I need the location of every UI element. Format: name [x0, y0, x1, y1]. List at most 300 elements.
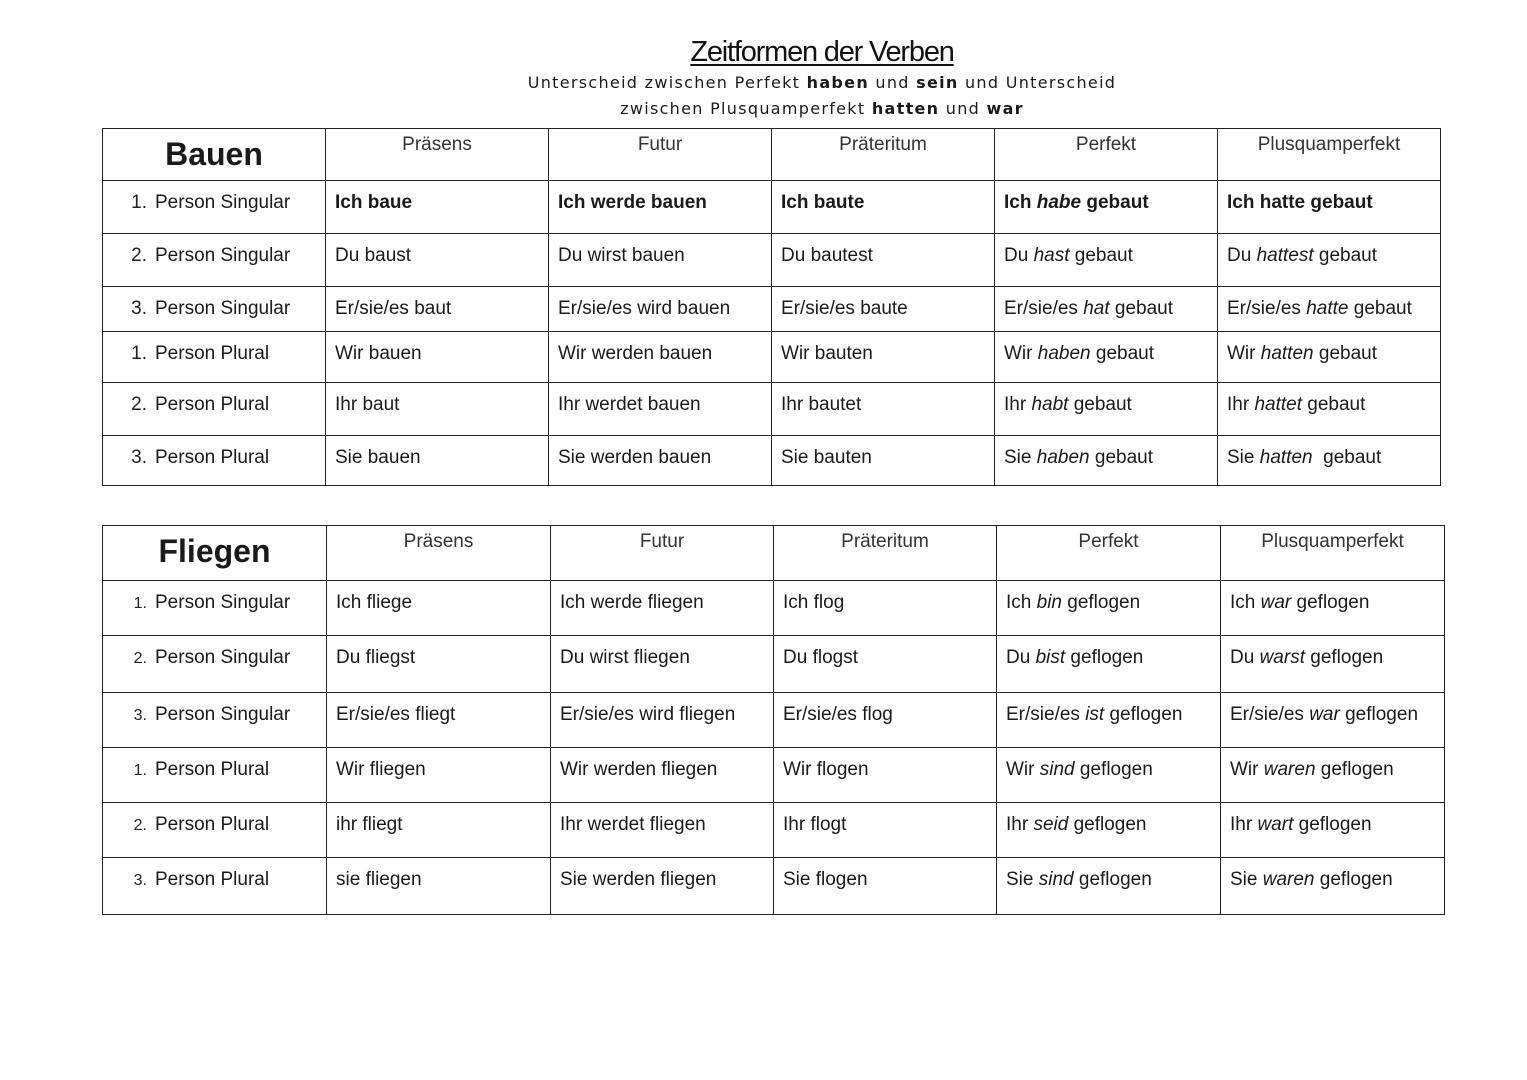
conjugation-form	[774, 636, 996, 669]
conjugation-form	[551, 581, 773, 614]
conjugation-cell	[1221, 693, 1445, 748]
conjugation-form	[997, 581, 1220, 614]
person-label	[103, 436, 325, 469]
form-part: Er/sie/es	[1006, 704, 1086, 725]
conjugation-form	[772, 332, 994, 365]
conjugation-cell	[1221, 748, 1445, 803]
conjugation-cell	[997, 858, 1221, 915]
form-part: Du fliegst	[336, 647, 416, 668]
form-part: Ich werde bauen	[558, 192, 707, 213]
list-number: 3.	[131, 298, 147, 319]
conjugation-form	[327, 581, 550, 614]
conjugation-form	[1221, 803, 1444, 836]
conjugation-form	[774, 581, 996, 614]
conjugation-cell	[326, 436, 549, 486]
person-label-cell	[103, 181, 326, 234]
conjugation-form	[551, 803, 773, 836]
person-label-cell	[103, 858, 327, 915]
form-part: Ich fliege	[336, 592, 413, 613]
list-number: 1.	[133, 762, 147, 779]
form-part: gebaut	[1302, 394, 1366, 415]
conjugation-cell	[772, 332, 995, 383]
auxiliary-verb: war	[1309, 704, 1340, 725]
form-part: Ihr	[1227, 394, 1255, 415]
auxiliary-verb: bin	[1036, 592, 1062, 613]
conjugation-cell	[1218, 332, 1441, 383]
conjugation-form	[551, 858, 773, 891]
conjugation-form	[1218, 181, 1440, 214]
column-header-cell	[1218, 129, 1441, 181]
form-part: gebaut	[1313, 343, 1377, 364]
form-part: Ihr werdet fliegen	[560, 814, 706, 835]
conjugation-form	[327, 858, 550, 891]
conjugation-form	[327, 636, 550, 669]
person-label-cell	[103, 436, 326, 486]
conjugation-form	[995, 181, 1217, 214]
form-part: geflogen	[1061, 592, 1141, 613]
form-part: Du flogst	[783, 647, 858, 668]
conjugation-form	[1221, 636, 1444, 669]
form-part: gebaut	[1109, 298, 1174, 319]
table-row	[103, 748, 1445, 803]
conjugation-cell	[995, 436, 1218, 486]
conjugation-form	[549, 436, 771, 469]
conjugation-form	[326, 332, 548, 365]
form-part: gebaut	[1312, 447, 1382, 468]
conjugation-form	[995, 436, 1217, 469]
form-part: geflogen	[1068, 814, 1147, 835]
form-part: Du	[1230, 647, 1260, 668]
auxiliary-verb: haben	[1037, 343, 1091, 364]
form-part: Ihr werdet bauen	[558, 394, 701, 415]
conjugation-cell	[1218, 181, 1441, 234]
conjugation-form	[326, 234, 548, 267]
conjugation-cell	[551, 636, 774, 693]
form-part: geflogen	[1293, 814, 1372, 835]
conjugation-form	[774, 748, 996, 781]
person-label-text: Person Singular	[155, 298, 291, 319]
form-part: Er/sie/es	[1230, 704, 1310, 725]
column-header-cell	[995, 129, 1218, 181]
form-part: gebaut	[1313, 245, 1378, 266]
form-part: Er/sie/es fliegt	[336, 704, 456, 725]
conjugation-cell	[774, 693, 997, 748]
conjugation-cell	[327, 693, 551, 748]
form-part: Sie flogen	[783, 869, 868, 890]
form-part: Sie bauten	[781, 447, 872, 468]
auxiliary-verb: waren	[1263, 759, 1316, 780]
conjugation-form	[326, 287, 548, 320]
conjugation-form	[772, 287, 994, 320]
column-header: Plusquamperfekt	[1257, 134, 1401, 155]
form-part: Er/sie/es wird bauen	[558, 298, 731, 319]
conjugation-cell	[774, 748, 997, 803]
form-part: ihr fliegt	[336, 814, 403, 835]
conjugation-cell	[997, 693, 1221, 748]
form-part: Ihr	[1006, 814, 1034, 835]
conjugation-cell	[997, 803, 1221, 858]
list-number: 3.	[133, 872, 147, 889]
conjugation-cell	[995, 287, 1218, 332]
table-row	[103, 181, 1441, 234]
form-part: Du wirst bauen	[558, 245, 685, 266]
form-part: Er/sie/es flog	[783, 704, 893, 725]
form-part: Ihr	[1230, 814, 1258, 835]
form-part: gebaut	[1081, 192, 1149, 213]
page-header	[0, 34, 1527, 122]
column-header: Präsens	[403, 531, 474, 552]
person-label-cell	[103, 332, 326, 383]
person-label	[103, 332, 325, 365]
person-label	[103, 636, 326, 670]
conjugation-form	[774, 858, 996, 891]
form-part: Sie bauen	[335, 447, 421, 468]
conjugation-form	[327, 693, 550, 726]
form-part: Sie	[1004, 447, 1037, 468]
conjugation-form	[995, 383, 1217, 416]
table-row	[103, 436, 1441, 486]
conjugation-form	[1221, 858, 1444, 891]
auxiliary-verb: warst	[1259, 647, 1305, 668]
form-part: gebaut	[1348, 298, 1412, 319]
conjugation-form	[549, 181, 771, 214]
list-number: 1.	[131, 192, 147, 213]
table-row	[103, 803, 1445, 858]
conjugation-cell	[327, 636, 551, 693]
list-number: 2.	[131, 245, 147, 266]
form-part: Wir	[1006, 759, 1040, 780]
table-row	[103, 332, 1441, 383]
form-part: Du	[1227, 245, 1257, 266]
table-row	[103, 287, 1441, 332]
auxiliary-verb: hatte	[1306, 298, 1349, 319]
person-label-text: Person Plural	[155, 759, 270, 780]
conjugation-form	[772, 181, 994, 214]
list-number: 1.	[131, 343, 147, 364]
person-label	[103, 181, 325, 214]
table-row	[103, 581, 1445, 636]
conjugation-cell	[1221, 803, 1445, 858]
conjugation-form	[772, 234, 994, 267]
conjugation-form	[1221, 748, 1444, 781]
conjugation-form	[1218, 383, 1440, 416]
auxiliary-verb: war	[1260, 592, 1292, 613]
form-part: sie fliegen	[336, 869, 422, 890]
conjugation-cell	[1221, 858, 1445, 915]
column-header: Perfekt	[1078, 531, 1139, 552]
auxiliary-verb: habt	[1031, 394, 1069, 415]
person-label-cell	[103, 383, 326, 436]
form-part: geflogen	[1339, 704, 1419, 725]
column-header: Futur	[639, 531, 685, 552]
person-label	[103, 748, 326, 782]
form-part: Wir werden fliegen	[560, 759, 718, 780]
person-label-cell	[103, 636, 327, 693]
conjugation-cell	[774, 803, 997, 858]
conjugation-form	[997, 858, 1220, 891]
form-part: geflogen	[1104, 704, 1183, 725]
column-header: Präteritum	[839, 134, 927, 155]
conjugation-cell	[549, 287, 772, 332]
form-part: Ich hatte gebaut	[1227, 192, 1373, 213]
conjugation-cell	[772, 436, 995, 486]
form-part: Wir bauen	[335, 343, 422, 364]
conjugation-table-bauen	[102, 128, 1441, 486]
auxiliary-verb: hatten	[1260, 343, 1314, 364]
form-part: geflogen	[1291, 592, 1370, 613]
conjugation-cell	[549, 181, 772, 234]
conjugation-cell	[551, 858, 774, 915]
table-row	[103, 693, 1445, 748]
form-part: Du bautest	[781, 245, 873, 266]
column-header-cell	[327, 526, 551, 581]
conjugation-form	[326, 181, 548, 214]
person-label-cell	[103, 581, 327, 636]
list-number: 2.	[133, 650, 147, 667]
conjugation-cell	[326, 383, 549, 436]
conjugation-cell	[326, 234, 549, 287]
conjugation-form	[549, 234, 771, 267]
form-part: Du	[1006, 647, 1036, 668]
conjugation-form	[327, 748, 550, 781]
form-part: Ich baue	[335, 192, 413, 213]
form-part: gebaut	[1090, 343, 1155, 364]
form-part: Du	[1004, 245, 1034, 266]
column-header: Futur	[637, 134, 683, 155]
conjugation-form	[326, 383, 548, 416]
conjugation-form	[549, 383, 771, 416]
conjugation-cell	[1218, 287, 1441, 332]
conjugation-form	[1218, 436, 1440, 469]
form-part: Ich	[1004, 192, 1037, 213]
auxiliary-verb: hat	[1083, 298, 1110, 319]
person-label-text: Person Plural	[155, 394, 270, 415]
form-part: Wir	[1004, 343, 1038, 364]
auxiliary-verb: hast	[1033, 245, 1070, 266]
table-header-row	[103, 129, 1441, 181]
form-part: Er/sie/es baut	[335, 298, 452, 319]
person-label-text: Person Singular	[155, 592, 291, 613]
form-part: Wir flogen	[783, 759, 869, 780]
conjugation-cell	[326, 287, 549, 332]
form-part: Sie	[1230, 869, 1263, 890]
form-part: Er/sie/es wird fliegen	[560, 704, 736, 725]
list-number: 2.	[131, 394, 147, 415]
conjugation-cell	[1218, 383, 1441, 436]
conjugation-cell	[772, 383, 995, 436]
person-label-text: Person Singular	[155, 245, 291, 266]
conjugation-cell	[326, 332, 549, 383]
conjugation-form	[774, 693, 996, 726]
person-label-cell	[103, 287, 326, 332]
verb-name: Fliegen	[158, 533, 271, 569]
list-number: 2.	[133, 817, 147, 834]
verb-name-cell	[103, 129, 326, 181]
person-label	[103, 287, 325, 320]
form-part: Du baust	[335, 245, 412, 266]
form-part: gebaut	[1089, 447, 1153, 468]
conjugation-cell	[772, 181, 995, 234]
conjugation-cell	[549, 234, 772, 287]
conjugation-cell	[549, 436, 772, 486]
subtitle-line-1: Unterscheid zwischen Perfekt haben und sein und Unterscheid	[527, 73, 1117, 92]
auxiliary-verb: habe	[1036, 192, 1082, 213]
conjugation-cell	[551, 748, 774, 803]
person-label-cell	[103, 803, 327, 858]
form-part: Ich flog	[783, 592, 845, 613]
form-part: Er/sie/es	[1227, 298, 1307, 319]
conjugation-cell	[551, 803, 774, 858]
conjugation-cell	[997, 581, 1221, 636]
auxiliary-verb: hatten	[1259, 447, 1313, 468]
form-part: Er/sie/es	[1004, 298, 1084, 319]
person-label	[103, 803, 326, 837]
person-label	[103, 383, 325, 416]
auxiliary-verb: sind	[1039, 759, 1075, 780]
conjugation-cell	[326, 181, 549, 234]
conjugation-cell	[1218, 234, 1441, 287]
person-label-cell	[103, 693, 327, 748]
conjugation-form	[551, 636, 773, 669]
list-number: 3.	[131, 447, 147, 468]
conjugation-cell	[997, 636, 1221, 693]
column-header-cell	[549, 129, 772, 181]
verb-name: Bauen	[165, 136, 263, 172]
auxiliary-verb: sind	[1038, 869, 1074, 890]
column-header-cell	[997, 526, 1221, 581]
form-part: Ich baute	[781, 192, 865, 213]
form-part: Ich	[1006, 592, 1037, 613]
conjugation-cell	[774, 581, 997, 636]
conjugation-form	[772, 436, 994, 469]
form-part: Wir bauten	[781, 343, 873, 364]
conjugation-form	[774, 803, 996, 836]
conjugation-form	[326, 436, 548, 469]
person-label	[103, 693, 326, 727]
auxiliary-verb: hattest	[1256, 245, 1314, 266]
form-part: Wir werden bauen	[558, 343, 713, 364]
conjugation-cell	[549, 383, 772, 436]
person-label	[103, 581, 326, 615]
conjugation-cell	[774, 636, 997, 693]
form-part: Sie werden fliegen	[560, 869, 717, 890]
form-part: Sie	[1006, 869, 1039, 890]
column-header: Perfekt	[1075, 134, 1137, 155]
auxiliary-verb: wart	[1257, 814, 1294, 835]
conjugation-form	[1218, 287, 1440, 320]
form-part: geflogen	[1073, 869, 1152, 890]
form-part: Ihr bautet	[781, 394, 862, 415]
conjugation-form	[997, 636, 1220, 669]
form-part: gebaut	[1069, 245, 1133, 266]
conjugation-cell	[995, 234, 1218, 287]
form-part: Ihr flogt	[783, 814, 847, 835]
conjugation-cell	[551, 693, 774, 748]
form-part: Sie werden bauen	[558, 447, 712, 468]
person-label-text: Person Singular	[155, 704, 291, 725]
column-header: Präteritum	[841, 531, 929, 552]
conjugation-cell	[1218, 436, 1441, 486]
conjugation-cell	[997, 748, 1221, 803]
list-number: 3.	[133, 707, 147, 724]
conjugation-table-fliegen	[102, 525, 1445, 915]
form-part: Ihr baut	[335, 394, 400, 415]
column-header-cell	[1221, 526, 1445, 581]
conjugation-form	[997, 693, 1220, 726]
table-row	[103, 636, 1445, 693]
conjugation-cell	[772, 234, 995, 287]
conjugation-form	[1218, 332, 1440, 365]
conjugation-cell	[995, 383, 1218, 436]
form-part: Ich werde fliegen	[560, 592, 704, 613]
verb-name-cell	[103, 526, 327, 581]
form-part: Wir	[1227, 343, 1261, 364]
column-header-cell	[326, 129, 549, 181]
conjugation-cell	[327, 748, 551, 803]
person-label-text: Person Singular	[155, 192, 291, 213]
conjugation-form	[327, 803, 550, 836]
conjugation-cell	[1221, 636, 1445, 693]
column-header: Präsens	[402, 134, 472, 155]
conjugation-form	[1221, 693, 1444, 726]
conjugation-form	[1218, 234, 1440, 267]
form-part: Sie	[1227, 447, 1260, 468]
table-row	[103, 234, 1441, 287]
conjugation-cell	[327, 581, 551, 636]
subtitle-line-2: zwischen Plusquamperfekt hatten und war	[620, 99, 1024, 118]
person-label-cell	[103, 234, 326, 287]
conjugation-form	[549, 287, 771, 320]
form-part: Er/sie/es baute	[781, 298, 908, 319]
conjugation-form	[995, 234, 1217, 267]
table-header-row	[103, 526, 1445, 581]
conjugation-form	[995, 287, 1217, 320]
conjugation-form	[1221, 581, 1444, 614]
form-part: Du wirst fliegen	[560, 647, 690, 668]
conjugation-form	[995, 332, 1217, 365]
column-header: Plusquamperfekt	[1261, 531, 1404, 552]
form-part: Ihr	[1004, 394, 1032, 415]
person-label-text: Person Plural	[155, 869, 270, 890]
person-label-text: Person Plural	[155, 343, 270, 364]
column-header-cell	[772, 129, 995, 181]
form-part: geflogen	[1314, 869, 1393, 890]
conjugation-form	[551, 693, 773, 726]
form-part: Wir fliegen	[336, 759, 426, 780]
form-part: gebaut	[1068, 394, 1132, 415]
table-row	[103, 858, 1445, 915]
conjugation-form	[772, 383, 994, 416]
auxiliary-verb: haben	[1036, 447, 1090, 468]
auxiliary-verb: waren	[1262, 869, 1315, 890]
conjugation-cell	[1221, 581, 1445, 636]
form-part: geflogen	[1065, 647, 1144, 668]
conjugation-form	[549, 332, 771, 365]
auxiliary-verb: seid	[1033, 814, 1069, 835]
form-part: geflogen	[1304, 647, 1384, 668]
form-part: Ich	[1230, 592, 1261, 613]
list-number: 1.	[133, 595, 147, 612]
auxiliary-verb: hattet	[1254, 394, 1302, 415]
auxiliary-verb: bist	[1035, 647, 1066, 668]
form-part: geflogen	[1074, 759, 1153, 780]
person-label-text: Person Plural	[155, 814, 270, 835]
conjugation-form	[997, 748, 1220, 781]
conjugation-cell	[772, 287, 995, 332]
auxiliary-verb: ist	[1085, 704, 1105, 725]
table-row	[103, 383, 1441, 436]
person-label-text: Person Plural	[155, 447, 270, 468]
